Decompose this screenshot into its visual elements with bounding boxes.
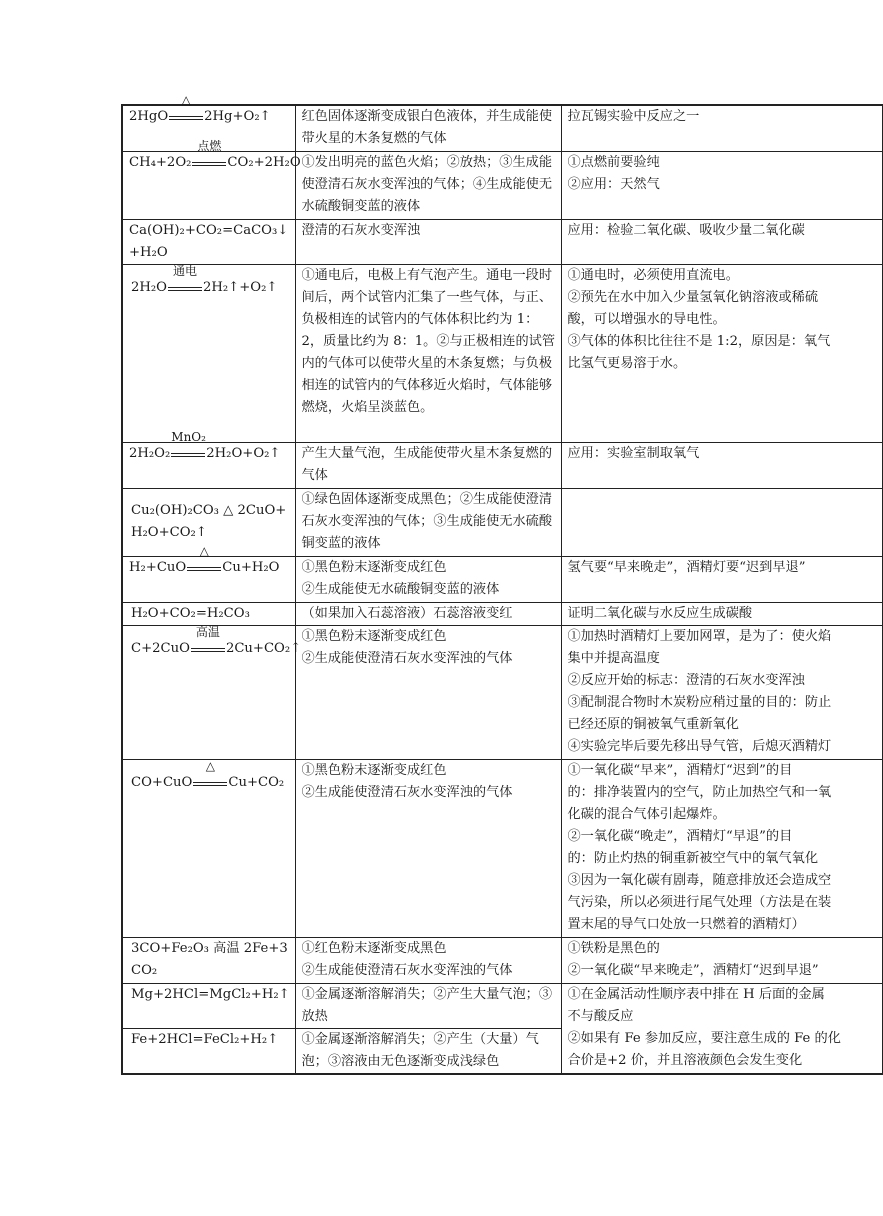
equation-cell: Ca(OH)₂+CO₂=CaCO₃↓ +H₂O — [122, 219, 295, 264]
condition-label: △ — [199, 543, 209, 558]
phenomenon-cell: 红色固体逐渐变成银白色液体，并生成能使带火星的木条复燃的气体 — [295, 105, 561, 151]
table-row — [122, 151, 882, 219]
table-row — [122, 602, 882, 625]
equation-cell — [122, 429, 295, 488]
phenomenon-cell: 产生大量气泡，生成能使带火星木条复燃的气体 — [295, 442, 561, 488]
condition-label: MnO₂ — [171, 429, 206, 444]
condition-label: 高温 — [195, 624, 220, 639]
products: 2Hg+O₂↑ — [204, 109, 271, 124]
equation-cell — [122, 624, 302, 759]
condition-label: △ — [181, 93, 191, 107]
equation-cell — [122, 543, 295, 602]
equation-cell: Mg+2HCl=MgCl₂+H₂↑ — [122, 983, 295, 1028]
equation-cell: 3CO+Fe₂O₃ 高温 2Fe+3 CO₂ — [122, 937, 295, 983]
reaction-condition — [187, 543, 221, 571]
phenomenon-cell: ①发出明亮的蓝色火焰；②放热；③生成能使澄清石灰水变浑浊的气体；④生成能使无水硫酸铜变蓝的液体 — [295, 151, 561, 219]
phenomenon-cell: ①通电后，电极上有气泡产生。通电一段时间后，两个试管内汇集了一些气体，与正、负极相连的试管内的气体体积比约为 1：2，质量比约为 8：1。②与正极相连的试管内的气体可以使带火星的木条复燃；与负极相连的试管内的气体移近火焰时，气体能够燃烧，火焰呈淡蓝色。 — [295, 264, 561, 442]
table-row — [122, 219, 882, 264]
phenomenon-cell: ①黑色粉末逐渐变成红色 ②生成能使澄清石灰水变浑浊的气体 — [295, 759, 561, 937]
notes-cell: 应用：检验二氧化碳、吸收少量二氧化碳 — [561, 219, 882, 264]
reactants: C+2CuO — [131, 640, 190, 656]
notes-cell: ①铁粉是黑色的 ②一氧化碳“早来晚走”，酒精灯“迟到早退” — [561, 937, 882, 983]
table-row — [122, 937, 882, 983]
phenomenon-cell: ①金属逐渐溶解消失；②产生（大量）气泡；③溶液由无色逐渐变成浅绿色 — [295, 1028, 561, 1074]
table-row — [122, 625, 882, 759]
table-row — [122, 488, 882, 556]
reactants: 2H₂O₂ — [129, 445, 171, 461]
phenomenon-cell: （如果加入石蕊溶液）石蕊溶液变红 — [295, 602, 561, 625]
condition-label: △ — [205, 758, 215, 773]
notes-cell: 应用：实验室制取氧气 — [561, 442, 882, 488]
reaction-table — [121, 93, 883, 1075]
notes-cell: ①通电时，必须使用直流电。 ②预先在水中加入少量氢氧化钠溶液或稀硫 酸，可以增强水的导电性。 ③气体的体积比往往不是 1:2，原因是：氧气 比氢气更易溶于水。 — [561, 264, 882, 442]
equation-cell — [122, 759, 295, 937]
notes-cell: 证明二氧化碳与水反应生成碳酸 — [561, 602, 882, 625]
products: CO₂+2H₂O — [227, 154, 301, 170]
reactants: CH₄+2O₂ — [129, 154, 192, 170]
table-row — [122, 442, 882, 488]
table-row — [122, 105, 882, 151]
condition-label: 通电 — [172, 263, 197, 278]
phenomenon-cell: ①黑色粉末逐渐变成红色 ②生成能使澄清石灰水变浑浊的气体 — [295, 625, 561, 759]
products: Cu+CO₂ — [228, 774, 285, 790]
reaction-condition — [192, 138, 226, 166]
notes-cell: 拉瓦锡实验中反应之一 — [561, 105, 882, 151]
reactants: 2H₂O — [131, 279, 167, 295]
table-row — [122, 264, 882, 442]
phenomenon-cell: ①红色粉末逐渐变成黑色 ②生成能使澄清石灰水变浑浊的气体 — [295, 937, 561, 983]
notes-cell: ①在金属活动性顺序表中排在 H 后面的金属 不与酸反应 ②如果有 Fe 参加反应，要注意生成的 Fe 的化 合价是+2 价，并且溶液颜色会发生变化 — [561, 983, 882, 1074]
table-row — [122, 983, 882, 1028]
reactants: 2HgO — [129, 109, 169, 124]
reaction-condition — [171, 429, 206, 457]
phenomenon-cell: ①金属逐渐溶解消失；②产生大量气泡；③放热 — [295, 983, 561, 1028]
reaction-condition — [191, 624, 225, 652]
phenomenon-cell: 澄清的石灰水变浑浊 — [295, 219, 561, 264]
equation-cell: Cu₂(OH)₂CO₃ △ 2CuO+ H₂O+CO₂↑ — [122, 488, 295, 556]
products: 2H₂O+O₂↑ — [206, 445, 281, 461]
phenomenon-cell: ①黑色粉末逐渐变成红色 ②生成能使无水硫酸铜变蓝的液体 — [295, 556, 561, 602]
products: Cu+H₂O — [222, 559, 280, 575]
equation-cell — [122, 264, 295, 442]
equation-cell: Fe+2HCl=FeCl₂+H₂↑ — [122, 1028, 295, 1074]
condition-label: 点燃 — [197, 138, 222, 153]
phenomenon-cell: ①绿色固体逐渐变成黑色；②生成能使澄清石灰水变浑浊的气体；③生成能使无水硫酸铜变蓝的液体 — [295, 488, 561, 556]
table-row — [122, 556, 882, 602]
reactants: H₂+CuO — [129, 559, 187, 575]
notes-cell: ①一氧化碳“早来”，酒精灯“迟到”的目 的：排净装置内的空气，防止加热空气和一氧 化碳的混合气体引起爆炸。 ②一氧化碳“晚走”，酒精灯“早退”的目 的：防止灼热的铜重新被空气中的氧气氧化 ③因为一氧化碳有剧毒，随意排放还会造成空 气污染，所以必须进行尾气处理（方法是在装 置末尾的导气口处放一只燃着的酒精灯） — [561, 759, 882, 937]
reactants: CO+CuO — [131, 774, 193, 790]
notes-cell: ①加热时酒精灯上要加网罩，是为了：使火焰 集中并提高温度 ②反应开始的标志：澄清的石灰水变浑浊 ③配制混合物时木炭粉应稍过量的目的：防止 已经还原的铜被氧气重新氧化 ④实验完毕后要先移出导气管，后熄灭酒精灯 — [561, 625, 882, 759]
products: 2Cu+CO₂↑ — [225, 640, 302, 656]
notes-cell: ①点燃前要验纯 ②应用：天然气 — [561, 151, 882, 219]
equation-cell: H₂O+CO₂=H₂CO₃ — [122, 602, 295, 625]
products: 2H₂↑+O₂↑ — [203, 279, 278, 295]
reaction-condition — [168, 263, 202, 291]
reaction-condition — [169, 93, 203, 120]
notes-cell — [561, 488, 882, 556]
reaction-condition — [193, 758, 227, 786]
table-row — [122, 759, 882, 937]
equation-cell — [122, 138, 301, 219]
notes-cell: 氢气要“早来晚走”，酒精灯要“迟到早退” — [561, 556, 882, 602]
